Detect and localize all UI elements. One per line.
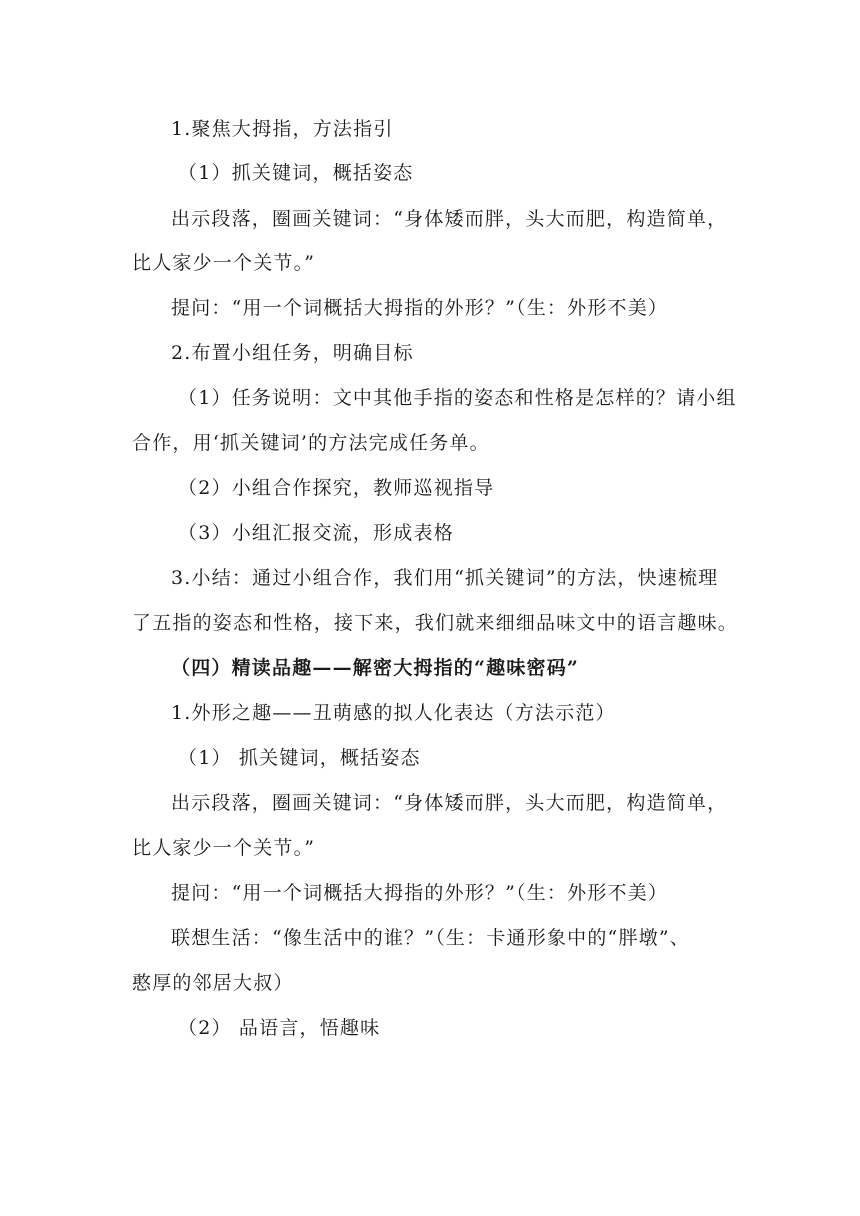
heading-1-shape-fun: 1.外形之趣——丑萌感的拟人化表达（方法示范） bbox=[171, 702, 616, 724]
section-heading-4: （四）精读品趣——解密大拇指的“趣味密码” bbox=[171, 657, 580, 679]
paragraph-line: 了五指的姿态和性格，接下来，我们就来细细品味文中的语言趣味。 bbox=[132, 612, 739, 634]
subheading-2-language: （2） 品语言，悟趣味 bbox=[178, 1017, 381, 1039]
paragraph-line: 合作，用‘抓关键词’的方法完成任务单。 bbox=[132, 432, 490, 454]
paragraph-line: 比人家少一个关节。” bbox=[132, 252, 316, 274]
subheading-1-keywords: （1） 抓关键词，概括姿态 bbox=[178, 747, 421, 769]
paragraph-line: 比人家少一个关节。” bbox=[132, 837, 316, 859]
paragraph-line: 出示段落，圈画关键词：“身体矮而胖，头大而肥，构造简单， bbox=[171, 208, 728, 230]
paragraph-line: （1）任务说明：文中其他手指的姿态和性格是怎样的？请小组 bbox=[178, 387, 737, 409]
paragraph-line: （3）小组汇报交流，形成表格 bbox=[178, 522, 454, 544]
paragraph-line: 3.小结：通过小组合作，我们用“抓关键词”的方法，快速梳理 bbox=[171, 567, 719, 589]
heading-1-focus-thumb: 1.聚焦大拇指，方法指引 bbox=[171, 118, 394, 140]
paragraph-line: 提问：“用一个词概括大拇指的外形？”（生：外形不美） bbox=[171, 882, 669, 904]
paragraph-line: 联想生活：“像生活中的谁？”（生：卡通形象中的“胖墩”、 bbox=[171, 927, 690, 949]
paragraph-line: 出示段落，圈画关键词：“身体矮而胖，头大而肥，构造简单， bbox=[171, 792, 728, 814]
paragraph-line: （2）小组合作探究，教师巡视指导 bbox=[178, 477, 495, 499]
heading-2-group-task: 2.布置小组任务，明确目标 bbox=[171, 342, 414, 364]
paragraph-line: 提问：“用一个词概括大拇指的外形？”（生：外形不美） bbox=[171, 297, 669, 319]
subheading-1-keywords: （1）抓关键词，概括姿态 bbox=[178, 162, 414, 184]
paragraph-line: 憨厚的邻居大叔） bbox=[132, 972, 294, 994]
